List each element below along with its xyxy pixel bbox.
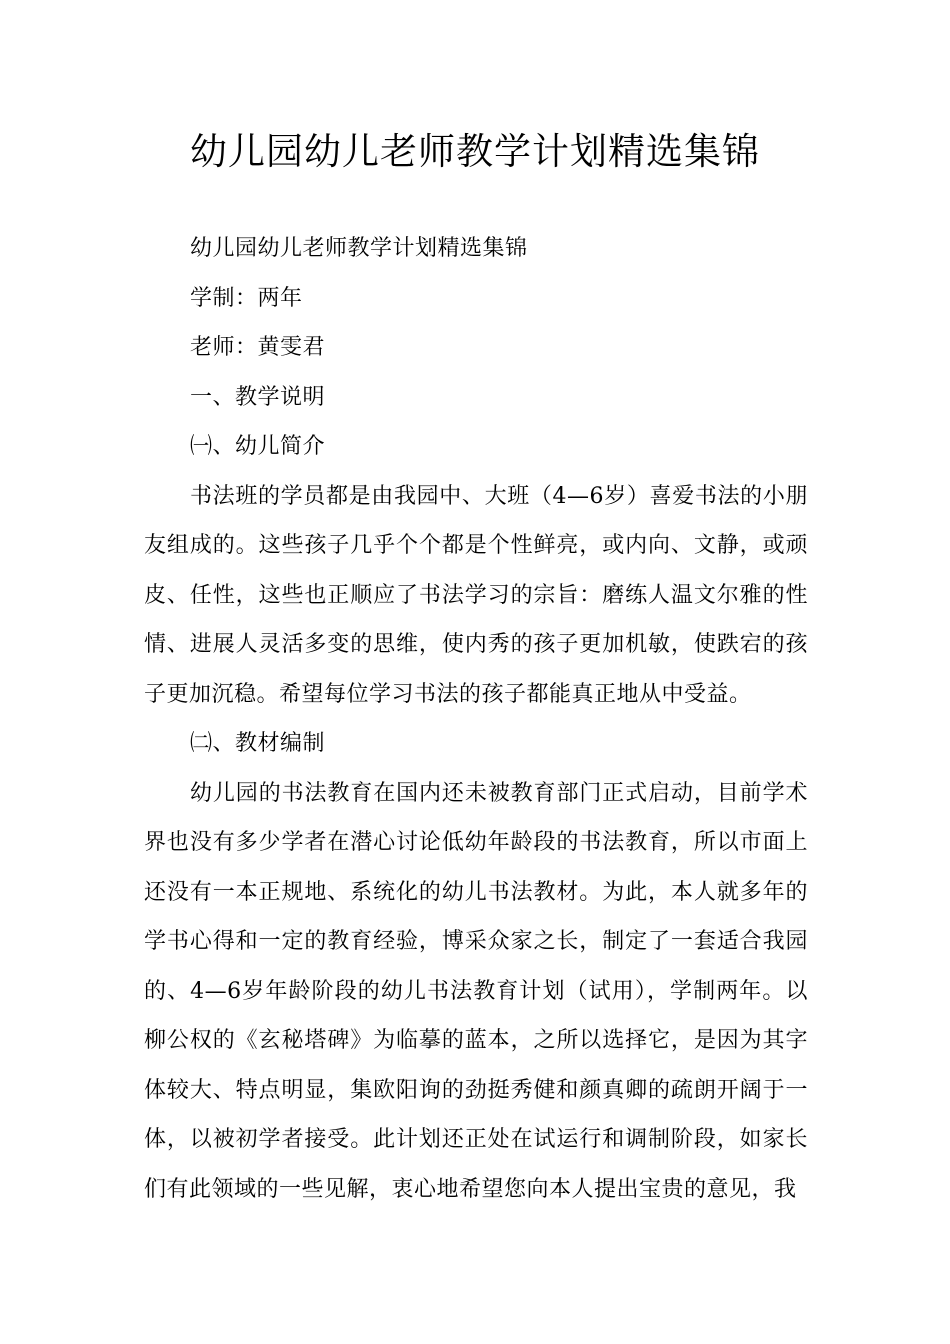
paragraph-teacher: 老师：黄雯君 xyxy=(190,335,326,360)
subsection-heading-children-intro: ㈠、幼儿简介 xyxy=(190,434,326,459)
paragraph-duration: 学制：两年 xyxy=(190,285,303,311)
subsection-heading-materials: ㈡、教材编制 xyxy=(190,731,326,756)
document-body xyxy=(144,224,808,1214)
paragraph-subtitle: 幼儿园幼儿老师教学计划精选集锦 xyxy=(190,236,528,261)
paragraph-children-intro: 书法班的学员都是由我园中、大班（4—6岁）喜爱书法的小朋友组成的。这些孩子几乎个个都是个性鲜亮，或内向、文静，或顽皮、任性，这些也正顺应了书法学习的宗旨：磨练人温文尔雅的性情、进展人灵活多变的思维，使内秀的孩子更加机敏，使跌宕的孩子更加沉稳。希望每位学习书法的孩子都能真正地从中受益。 xyxy=(144,483,808,707)
section-heading-teaching-notes: 一、教学说明 xyxy=(190,384,326,410)
paragraph-materials: 幼儿园的书法教育在国内还未被教育部门正式启动，目前学术界也没有多少学者在潜心讨论低幼年龄段的书法教育，所以市面上还没有一本正规地、系统化的幼儿书法教材。为此，本人就多年的学书心得和一定的教育经验，博采众家之长，制定了一套适合我园的、4—6岁年龄阶段的幼儿书法教育计划（试用），学制两年。以柳公权的《玄秘塔碑》为临摹的蓝本，之所以选择它，是因为其字体较大、特点明显，集欧阳询的劲挺秀健和颜真卿的疏朗开阔于一体，以被初学者接受。此计划还正处在试运行和调制阶段，如家长们有此领域的一些见解，衷心地希望您向本人提出宝贵的意见，我 xyxy=(144,780,808,1202)
document-title: 幼儿园幼儿老师教学计划精选集锦 xyxy=(190,130,760,173)
